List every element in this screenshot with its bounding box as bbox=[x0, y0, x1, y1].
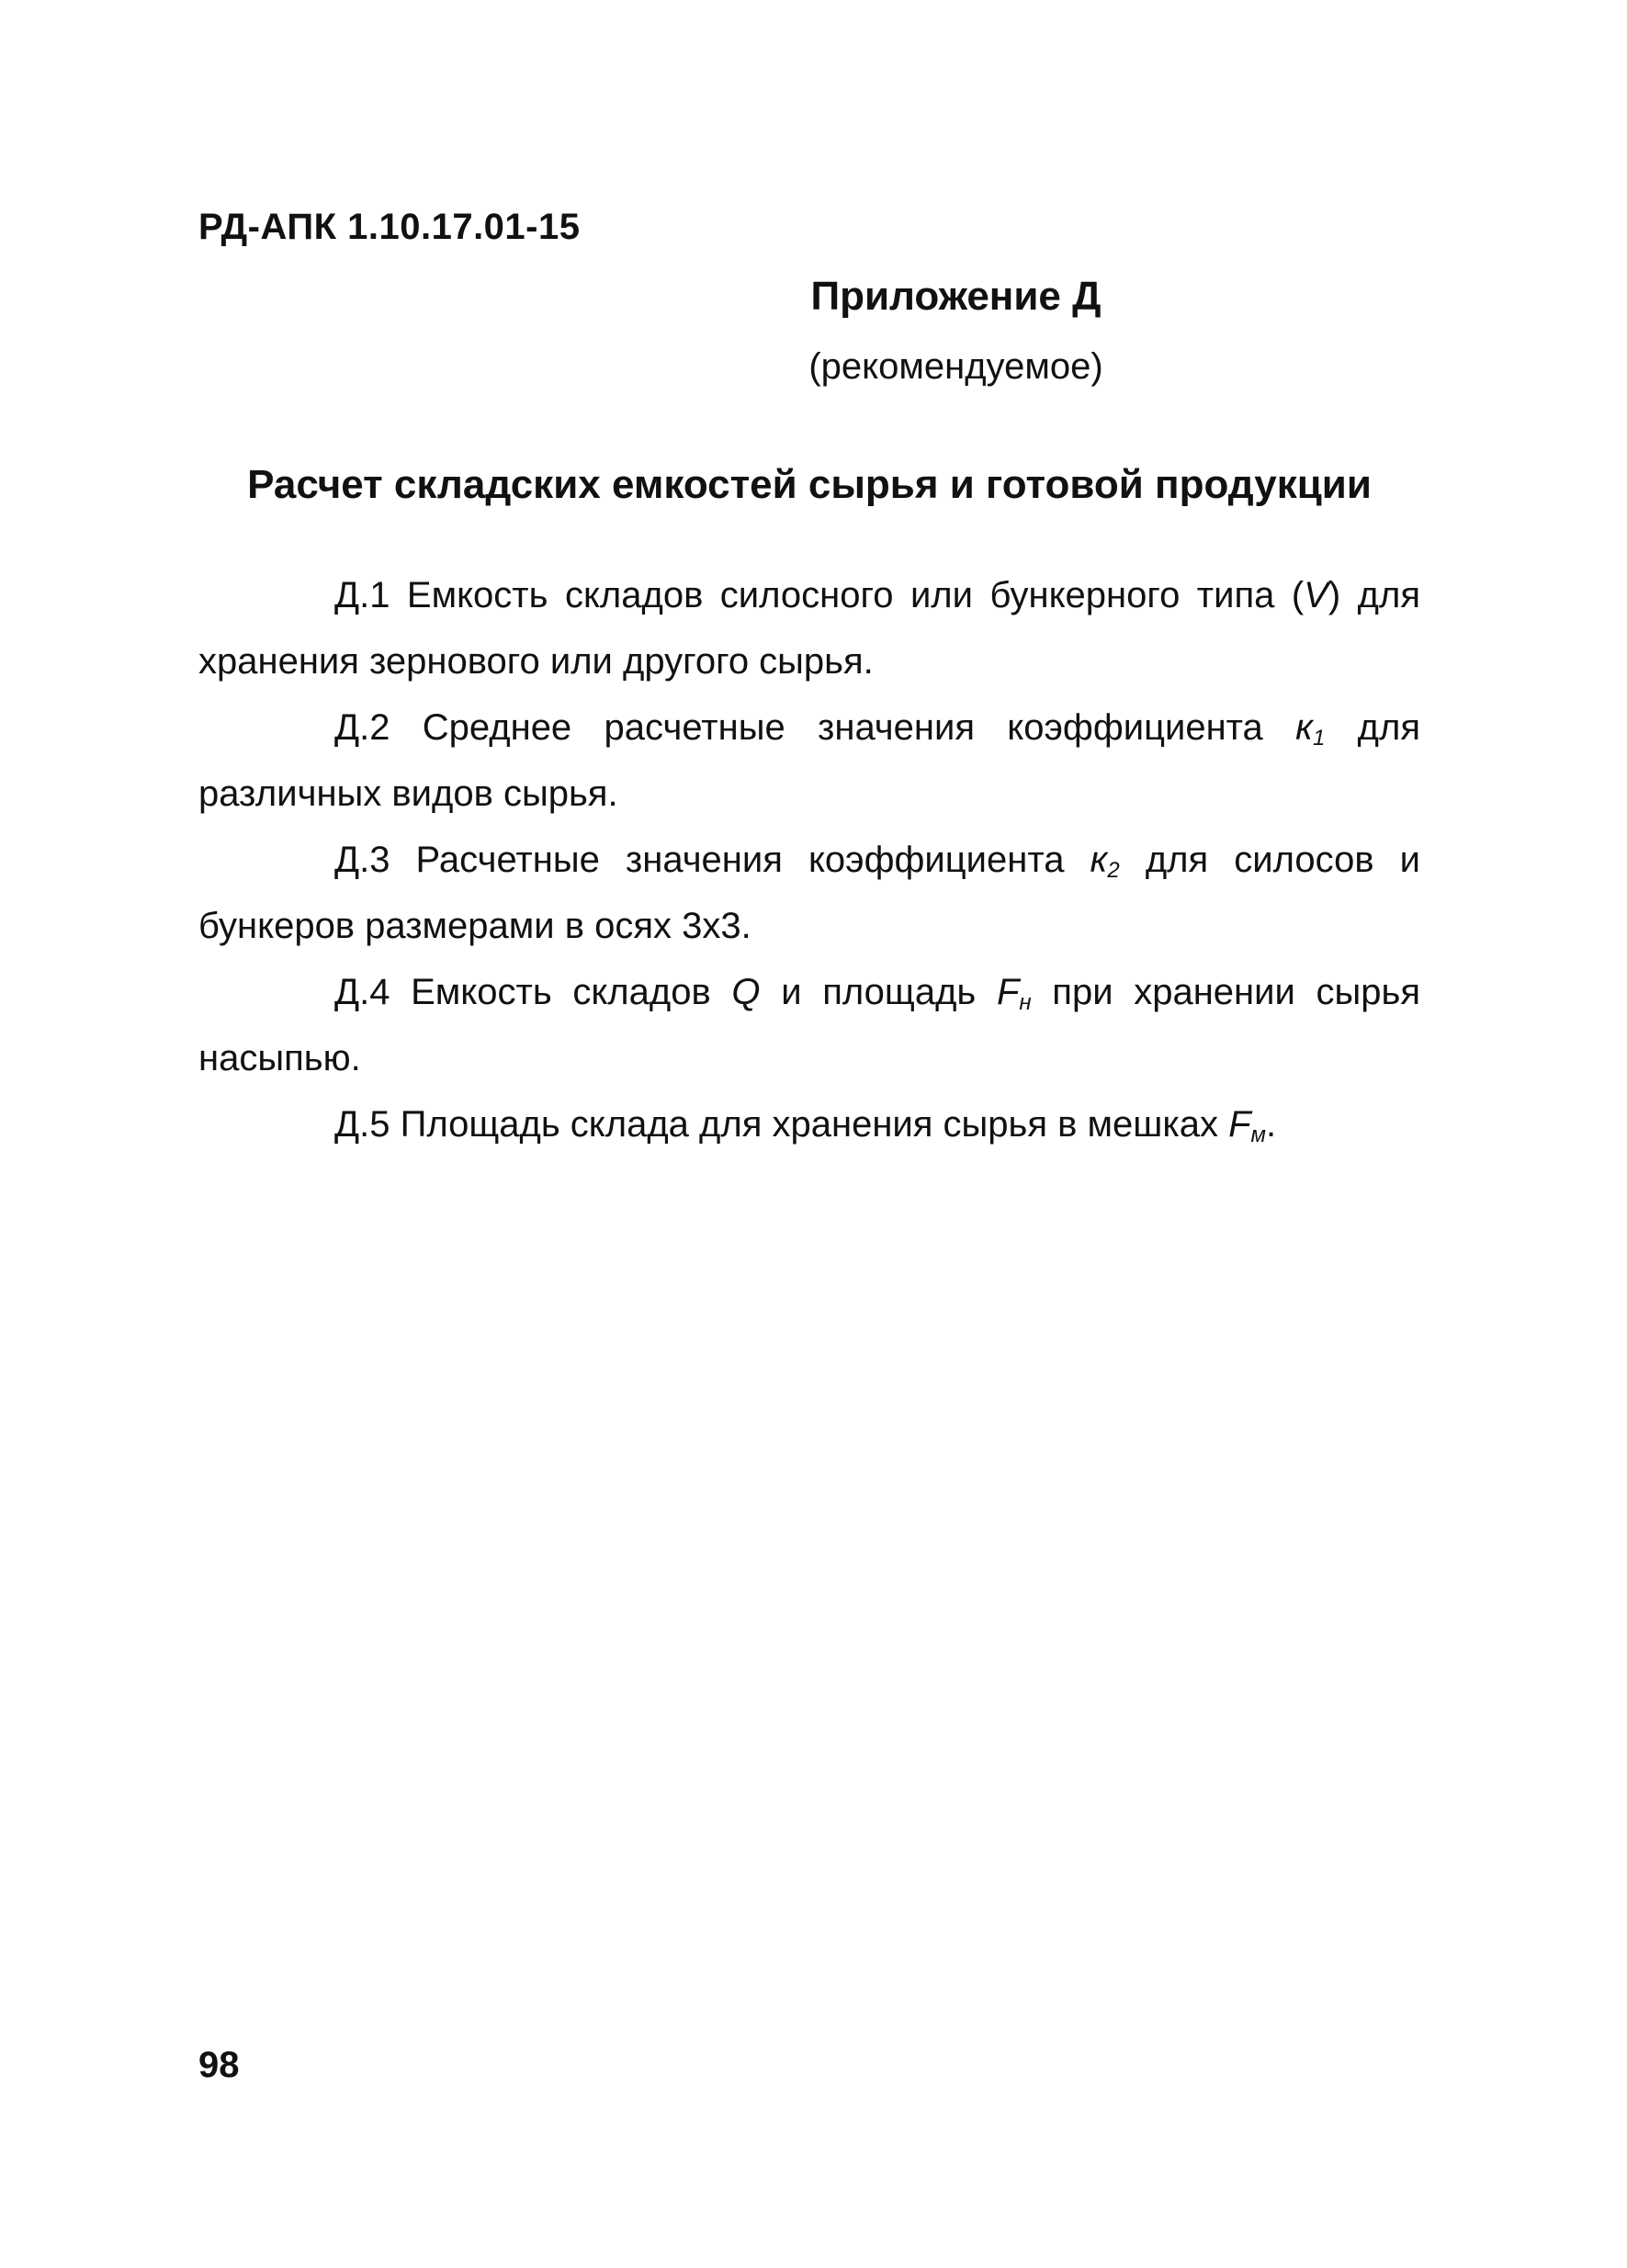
body-text bbox=[198, 562, 1420, 1157]
paragraph-d4: Д.4 Емкость складов Q и площадь $F_н$ при хранении сырья насыпью. bbox=[198, 972, 1420, 1078]
document-code: РД-АПК 1.10.17.01-15 bbox=[198, 207, 581, 247]
page-number: 98 bbox=[198, 2045, 240, 2085]
appendix-type: (рекомендуемое) bbox=[808, 346, 1103, 387]
paragraph-d1: Д.1 Емкость складов силосного или бункерного типа (V) для хранения зернового или другого сырья. bbox=[198, 575, 1420, 682]
paragraph-d2: Д.2 Среднее расчетные значения коэффициента $к_1$ для различных видов сырья. bbox=[198, 707, 1420, 814]
paragraph-d5: Д.5 Площадь склада для хранения сырья в мешках $F_м$. bbox=[334, 1104, 1277, 1147]
paragraph-d3: Д.3 Расчетные значения коэффициента $к_2$ для силосов и бункеров размерами в осях 3х3. bbox=[198, 840, 1420, 946]
appendix-title: Приложение Д bbox=[810, 274, 1102, 319]
section-title: Расчет складских емкостей сырья и готовой продукции bbox=[247, 462, 1372, 507]
